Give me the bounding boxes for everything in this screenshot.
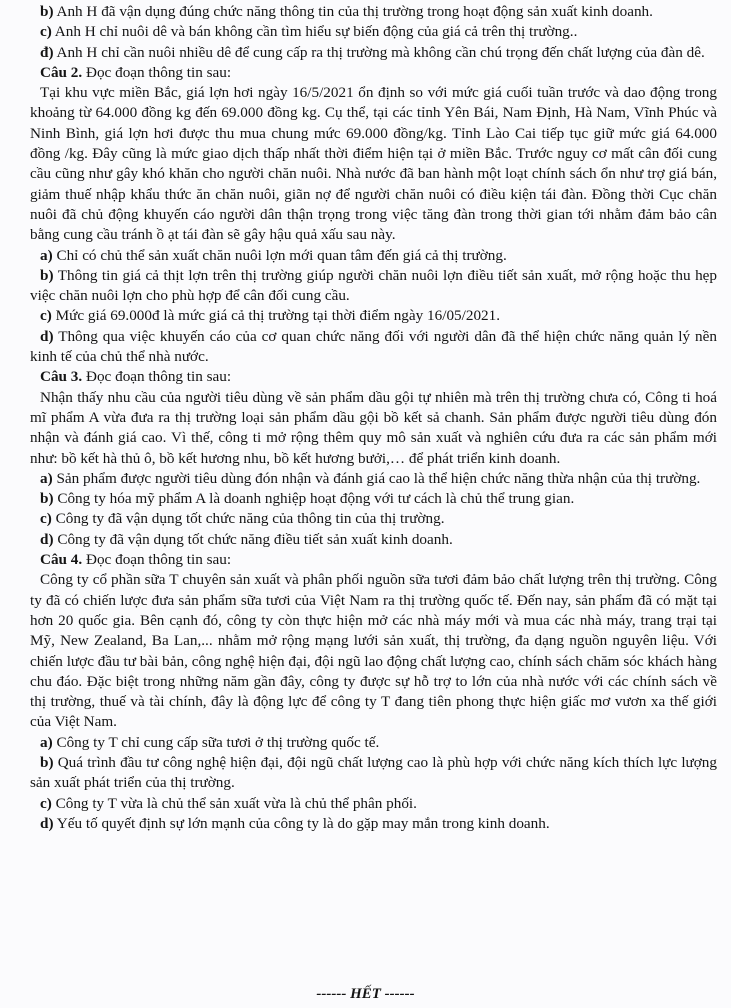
- q3-option-b: [30, 489, 717, 509]
- option-text: Công ty hóa mỹ phẩm A là doanh nghiệp hoạt động với tư cách là chủ thể trung gian.: [53, 490, 575, 508]
- q2-option-b: [30, 266, 717, 307]
- option-letter: c): [40, 510, 52, 528]
- question-2-heading: [30, 63, 717, 83]
- question-4-heading: [30, 550, 717, 570]
- option-text: Công ty T vừa là chủ thể sản xuất vừa là chủ thể phân phối.: [51, 794, 417, 812]
- option-letter: b): [40, 753, 54, 771]
- option-letter: d): [40, 327, 54, 345]
- q4-option-b: [30, 753, 717, 794]
- option-letter: d): [40, 814, 54, 832]
- option-letter: c): [40, 23, 52, 41]
- q3-option-c: [30, 509, 717, 529]
- question-label: Câu 4.: [40, 551, 83, 569]
- option-letter: đ): [40, 43, 54, 61]
- option-letter: b): [40, 266, 54, 284]
- question-prompt: Đọc đoạn thông tin sau:: [82, 368, 232, 386]
- q3-option-a: [30, 469, 717, 489]
- option-text: Sản phẩm được người tiêu dùng đón nhận và đánh giá cao là thể hiện chức năng thừa nhận của thị trường.: [52, 469, 701, 487]
- question-3-heading: [30, 367, 717, 387]
- option-text: Thông tin giá cả thịt lợn trên thị trường giúp người chăn nuôi lợn điều tiết sản xuất, mở rộng hoặc thu hẹp việc chăn nuôi lợn cho phù hợp để cân đối cung cầu.: [30, 266, 717, 305]
- option-letter: c): [40, 794, 52, 812]
- option-text: Anh H chỉ cần nuôi nhiều dê để cung cấp ra thị trường mà không cần chú trọng đến chất lượng của đàn dê.: [53, 43, 705, 61]
- option-letter: a): [40, 469, 53, 487]
- option-text: Anh H đã vận dụng đúng chức năng thông tin của thị trường trong hoạt động sản xuất kinh doanh.: [53, 3, 653, 20]
- option-text: Công ty T chỉ cung cấp sữa tươi ở thị trường quốc tế.: [52, 733, 380, 751]
- option-c: [30, 22, 717, 42]
- option-text: Công ty đã vận dụng tốt chức năng của thông tin của thị trường.: [51, 510, 445, 528]
- q2-option-a: [30, 246, 717, 266]
- question-4-passage: Công ty cổ phần sữa T chuyên sản xuất và phân phối nguồn sữa tươi đảm bảo chất lượng trên thị trường. Công ty đã có chiến lược đưa sản phẩm sữa tươi của Việt Nam ra thị trường quốc tế. Đến nay, sản phẩm đã có mặt tại hơn 20 quốc gia. Bên cạnh đó, công ty còn thực hiện mở các nhà máy mới và mua các nhà máy, trang trại tại Mỹ, New Zealand, Ba Lan,... nhằm mở rộng mạng lưới sản xuất, thị trường, đa dạng nguồn nguyên liệu. Với chiến lược đầu tư bài bản, công nghệ hiện đại, đội ngũ lao động chất lượng cao, chính sách chăm sóc khách hàng chu đáo. Đặc biệt trong những năm gần đây, công ty được sự hỗ trợ to lớn của nhà nước với các chính sách về thị trường, thuế và tài chính, đây là động lực để công ty T đang tiên phong thực hiện giấc mơ vươn xa thế giới của Việt Nam.: [30, 571, 717, 731]
- question-2-passage: Tại khu vực miền Bắc, giá lợn hơi ngày 16/5/2021 ổn định so với mức giá cuối tuần trước và dao động trong khoảng từ 64.000 đồng kg đến 69.000 đồng kg. Cụ thể, tại các tỉnh Yên Bái, Nam Định, Hà Nam, Vĩnh Phúc và Ninh Bình, giá lợn hơi được thu mua chung mức 69.000 đồng/kg. Tỉnh Lào Cai tiếp tục giữ mức giá 64.000 đồng /kg. Đây cũng là mức giao dịch thấp nhất thời điểm hiện tại ở miền Bắc. Trước nguy cơ mất cân đối cung cầu cũng như gây khó khăn cho người chăn nuôi. Nhà nước đã ban hành một loạt chính sách ổn như trợ giá bán, giảm thuế nhập khẩu thức ăn chăn nuôi, giãn nợ để người chăn nuôi có điều kiện tái đàn. Đồng thời Cục chăn nuôi đã chủ động khuyến cáo người dân thận trọng trong việc tăng đàn trong thời gian tới nhằm đảm bảo cân bằng cung cầu tránh ồ ạt tái đàn sẽ gây hậu quả xấu sau này.: [30, 84, 717, 244]
- option-letter: b): [40, 490, 54, 508]
- option-letter: c): [40, 307, 52, 325]
- question-label: Câu 3.: [40, 368, 83, 386]
- q2-option-d: [30, 327, 717, 368]
- option-text: Anh H chỉ nuôi dê và bán không cần tìm hiểu sự biến động của giá cả trên thị trường..: [51, 23, 578, 41]
- q4-option-c: [30, 794, 717, 814]
- option-b: [30, 2, 717, 22]
- question-label: Câu 2.: [40, 63, 83, 81]
- option-text: Yếu tố quyết định sự lớn mạnh của công ty là do gặp may mắn trong kinh doanh.: [53, 814, 550, 832]
- q4-option-a: [30, 733, 717, 753]
- option-text: Thông qua việc khuyến cáo của cơ quan chức năng đối với người dân đã thể hiện chức năng quản lý nền kinh tế của chủ thể nhà nước.: [30, 327, 717, 366]
- option-text: Quá trình đầu tư công nghệ hiện đại, đội ngũ chất lượng cao là phù hợp với chức năng kích thích lực lượng sản xuất phát triển của thị trường.: [30, 753, 717, 792]
- question-prompt: Đọc đoạn thông tin sau:: [82, 551, 232, 569]
- option-letter: a): [40, 733, 53, 751]
- option-text: Chỉ có chủ thể sản xuất chăn nuôi lợn mới quan tâm đến giá cả thị trường.: [52, 246, 507, 264]
- q4-option-d: [30, 814, 717, 834]
- option-letter: b): [40, 3, 54, 20]
- q3-option-d: [30, 530, 717, 550]
- end-of-exam-marker: ------ HẾT ------: [316, 986, 415, 1002]
- question-prompt: Đọc đoạn thông tin sau:: [82, 63, 232, 81]
- option-letter: a): [40, 246, 53, 264]
- option-d: [30, 43, 717, 63]
- question-3-passage: Nhận thấy nhu cầu của người tiêu dùng về sản phẩm dầu gội tự nhiên mà trên thị trường chưa có, Công ti hoá mĩ phẩm A vừa đưa ra thị trường loại sản phẩm dầu gội bồ kết sả chanh. Sản phẩm được người tiêu dùng đón nhận và đánh giá cao. Vì thế, công ti mở rộng thêm quy mô sản xuất và nghiên cứu đưa ra các sản phẩm mới như: bồ kết hà thủ ô, bồ kết hương nhu, bồ kết hương bưởi,… để phát triển kinh doanh.: [30, 388, 717, 467]
- q2-option-c: [30, 306, 717, 326]
- option-letter: d): [40, 530, 54, 548]
- option-text: Công ty đã vận dụng tốt chức năng điều tiết sản xuất kinh doanh.: [53, 530, 453, 548]
- option-text: Mức giá 69.000đ là mức giá cả thị trường tại thời điểm ngày 16/05/2021.: [51, 307, 501, 325]
